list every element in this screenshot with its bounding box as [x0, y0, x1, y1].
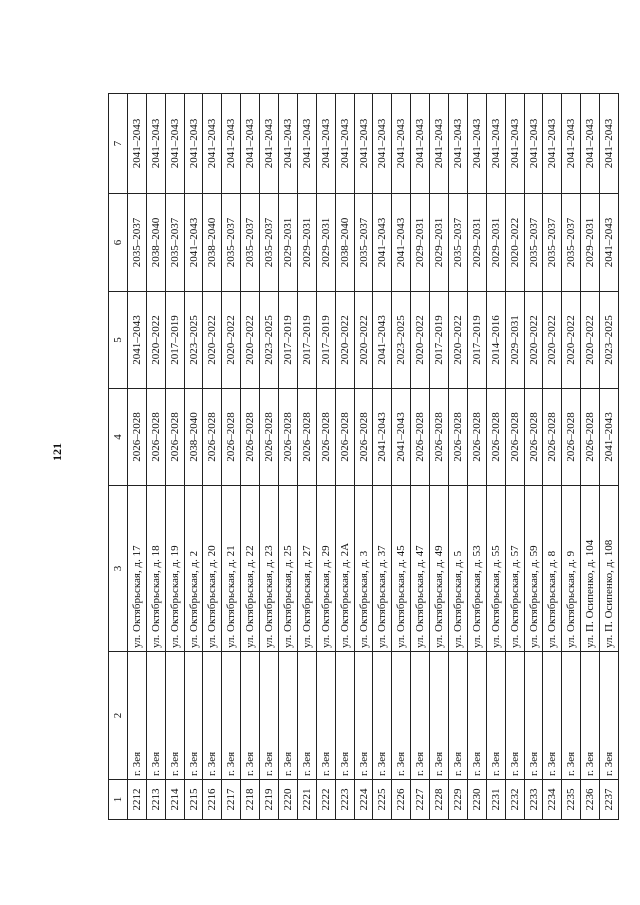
table-cell: 2026–2028 — [430, 389, 449, 486]
table-cell: 2041–2043 — [430, 94, 449, 194]
table-row — [279, 94, 298, 820]
table-cell: 2029–2031 — [297, 194, 316, 292]
table-cell: 2041–2043 — [600, 194, 619, 292]
column-header: 7 — [109, 94, 128, 194]
table-cell: 2026–2028 — [335, 389, 354, 486]
table-cell: 2020–2022 — [543, 292, 562, 389]
table-cell: 2212 — [127, 780, 146, 820]
table-cell: ул. Октябрьская, д. 21 — [222, 486, 241, 652]
table-cell: ул. Октябрьская, д. 25 — [279, 486, 298, 652]
table-cell: 2035–2037 — [562, 194, 581, 292]
table-cell: 2041–2043 — [392, 94, 411, 194]
table-cell: 2041–2043 — [524, 94, 543, 194]
table-cell: ул. Октябрьская, д. 17 — [127, 486, 146, 652]
table-cell: г. Зея — [203, 652, 222, 780]
table-cell: 2213 — [146, 780, 165, 820]
table-cell: 2224 — [354, 780, 373, 820]
table-cell: 2041–2043 — [600, 389, 619, 486]
column-header: 2 — [109, 652, 128, 780]
table-cell: ул. Октябрьская, д. 18 — [146, 486, 165, 652]
table-cell: ул. Октябрьская, д. 3 — [354, 486, 373, 652]
table-row — [297, 94, 316, 820]
table-cell: 2029–2031 — [411, 194, 430, 292]
table-cell: 2041–2043 — [373, 292, 392, 389]
table-cell: ул. Октябрьская, д. 2 — [184, 486, 203, 652]
table-container — [108, 94, 616, 820]
table-cell: 2041–2043 — [373, 94, 392, 194]
table-row — [505, 94, 524, 820]
table-cell: г. Зея — [467, 652, 486, 780]
table-cell: г. Зея — [562, 652, 581, 780]
table-cell: 2026–2028 — [222, 389, 241, 486]
table-cell: 2023–2025 — [600, 292, 619, 389]
table-cell: 2029–2031 — [430, 194, 449, 292]
table-cell: 2041–2043 — [411, 94, 430, 194]
table-cell: 2020–2022 — [203, 292, 222, 389]
table-cell: 2237 — [600, 780, 619, 820]
table-cell: 2041–2043 — [449, 94, 468, 194]
table-cell: 2035–2037 — [260, 194, 279, 292]
table-cell: 2026–2028 — [354, 389, 373, 486]
table-cell: 2017–2019 — [279, 292, 298, 389]
table-row — [600, 94, 619, 820]
table-cell: 2222 — [316, 780, 335, 820]
table-cell: г. Зея — [146, 652, 165, 780]
table-cell: ул. Октябрьская, д. 55 — [486, 486, 505, 652]
table-cell: 2226 — [392, 780, 411, 820]
table-cell: ул. Октябрьская, д. 20 — [203, 486, 222, 652]
table-cell: 2041–2043 — [279, 94, 298, 194]
page-number: 121 — [50, 443, 64, 461]
table-row — [127, 94, 146, 820]
table-cell: 2035–2037 — [524, 194, 543, 292]
table-cell: 2225 — [373, 780, 392, 820]
table-cell: 2219 — [260, 780, 279, 820]
table-cell: 2229 — [449, 780, 468, 820]
table-row — [543, 94, 562, 820]
table-cell: 2041–2043 — [335, 94, 354, 194]
table-cell: 2026–2028 — [524, 389, 543, 486]
table-body — [127, 94, 618, 820]
table-cell: 2035–2037 — [241, 194, 260, 292]
table-cell: 2020–2022 — [562, 292, 581, 389]
table-row — [222, 94, 241, 820]
table-cell: 2026–2028 — [562, 389, 581, 486]
table-cell: 2041–2043 — [297, 94, 316, 194]
table-cell: 2041–2043 — [184, 194, 203, 292]
table-row — [184, 94, 203, 820]
table-cell: 2029–2031 — [486, 194, 505, 292]
table-cell: г. Зея — [297, 652, 316, 780]
table-cell: г. Зея — [222, 652, 241, 780]
table-cell: ул. Октябрьская, д. 8 — [543, 486, 562, 652]
table-cell: 2231 — [486, 780, 505, 820]
table-cell: 2041–2043 — [354, 94, 373, 194]
table-cell: 2035–2037 — [127, 194, 146, 292]
table-cell: 2041–2043 — [486, 94, 505, 194]
table-cell: 2214 — [165, 780, 184, 820]
table-cell: 2041–2043 — [373, 194, 392, 292]
table-cell: 2026–2028 — [146, 389, 165, 486]
table-cell: 2038–2040 — [335, 194, 354, 292]
table-cell: 2029–2031 — [467, 194, 486, 292]
table-cell: г. Зея — [430, 652, 449, 780]
table-cell: ул. Октябрьская, д. 45 — [392, 486, 411, 652]
table-cell: 2017–2019 — [165, 292, 184, 389]
table-cell: г. Зея — [127, 652, 146, 780]
column-header: 3 — [109, 486, 128, 652]
table-cell: 2035–2037 — [165, 194, 184, 292]
table-cell: 2026–2028 — [486, 389, 505, 486]
table-cell: 2038–2040 — [146, 194, 165, 292]
table-cell: 2035–2037 — [449, 194, 468, 292]
table-row — [581, 94, 600, 820]
table-cell: 2041–2043 — [127, 292, 146, 389]
table-cell: 2041–2043 — [127, 94, 146, 194]
table-cell: 2041–2043 — [146, 94, 165, 194]
table-cell: 2029–2031 — [316, 194, 335, 292]
table-cell: 2023–2025 — [392, 292, 411, 389]
column-header: 5 — [109, 292, 128, 389]
table-cell: 2035–2037 — [354, 194, 373, 292]
table-cell: г. Зея — [411, 652, 430, 780]
column-header: 4 — [109, 389, 128, 486]
table-cell: 2038–2040 — [203, 194, 222, 292]
table-cell: 2038–2040 — [184, 389, 203, 486]
table-cell: 2026–2028 — [127, 389, 146, 486]
table-cell: 2041–2043 — [373, 389, 392, 486]
table-cell: г. Зея — [524, 652, 543, 780]
table-cell: 2029–2031 — [505, 292, 524, 389]
table-cell: г. Зея — [373, 652, 392, 780]
table-cell: 2041–2043 — [241, 94, 260, 194]
table-cell: ул. Октябрьская, д. 37 — [373, 486, 392, 652]
table-row — [449, 94, 468, 820]
table-row — [260, 94, 279, 820]
table-cell: 2026–2028 — [467, 389, 486, 486]
table-cell: 2026–2028 — [449, 389, 468, 486]
table-cell: г. Зея — [260, 652, 279, 780]
table-cell: ул. Октябрьская, д. 27 — [297, 486, 316, 652]
table-cell: 2026–2028 — [297, 389, 316, 486]
table-cell: ул. Октябрьская, д. 53 — [467, 486, 486, 652]
table-row — [524, 94, 543, 820]
table-cell: 2020–2022 — [449, 292, 468, 389]
table-cell: ул. Октябрьская, д. 29 — [316, 486, 335, 652]
table-cell: г. Зея — [486, 652, 505, 780]
table-cell: 2026–2028 — [411, 389, 430, 486]
table-cell: ул. Октябрьская, д. 23 — [260, 486, 279, 652]
table-cell: 2236 — [581, 780, 600, 820]
table-cell: 2017–2019 — [297, 292, 316, 389]
table-cell: 2041–2043 — [316, 94, 335, 194]
table-cell: 2020–2022 — [524, 292, 543, 389]
table-cell: 2026–2028 — [241, 389, 260, 486]
table-cell: ул. Октябрьская, д. 19 — [165, 486, 184, 652]
table-cell: 2026–2028 — [260, 389, 279, 486]
table-cell: г. Зея — [505, 652, 524, 780]
table-cell: г. Зея — [279, 652, 298, 780]
table-cell: г. Зея — [600, 652, 619, 780]
table-cell: 2020–2022 — [411, 292, 430, 389]
table-cell: г. Зея — [543, 652, 562, 780]
table-cell: 2233 — [524, 780, 543, 820]
table-cell: 2041–2043 — [392, 389, 411, 486]
table-cell: 2041–2043 — [203, 94, 222, 194]
table-cell: 2020–2022 — [505, 194, 524, 292]
table-cell: 2014–2016 — [486, 292, 505, 389]
table-row — [467, 94, 486, 820]
table-cell: г. Зея — [354, 652, 373, 780]
table-cell: 2041–2043 — [467, 94, 486, 194]
table-row — [373, 94, 392, 820]
table-cell: г. Зея — [392, 652, 411, 780]
table-cell: 2220 — [279, 780, 298, 820]
table-cell: 2029–2031 — [581, 194, 600, 292]
table-cell: ул. Октябрьская, д. 59 — [524, 486, 543, 652]
table-cell: 2041–2043 — [392, 194, 411, 292]
table-cell: 2035–2037 — [543, 194, 562, 292]
table-cell: 2223 — [335, 780, 354, 820]
table-cell: 2020–2022 — [335, 292, 354, 389]
table-cell: г. Зея — [335, 652, 354, 780]
table-cell: ул. Октябрьская, д. 47 — [411, 486, 430, 652]
table-cell: ул. Октябрьская, д. 9 — [562, 486, 581, 652]
table-row — [165, 94, 184, 820]
table-cell: 2232 — [505, 780, 524, 820]
table-cell: 2041–2043 — [184, 94, 203, 194]
table-cell: 2041–2043 — [165, 94, 184, 194]
table-cell: г. Зея — [581, 652, 600, 780]
table-row — [241, 94, 260, 820]
table-cell: 2020–2022 — [354, 292, 373, 389]
table-cell: ул. Октябрьская, д. 5 — [449, 486, 468, 652]
table-cell: 2029–2031 — [279, 194, 298, 292]
column-header: 6 — [109, 194, 128, 292]
table-cell: 2227 — [411, 780, 430, 820]
table-cell: 2228 — [430, 780, 449, 820]
table-cell: 2020–2022 — [581, 292, 600, 389]
table-row — [146, 94, 165, 820]
table-cell: 2041–2043 — [562, 94, 581, 194]
table-cell: г. Зея — [184, 652, 203, 780]
table-cell: 2023–2025 — [184, 292, 203, 389]
table-cell: ул. Октябрьская, д. 2А — [335, 486, 354, 652]
table-cell: 2026–2028 — [203, 389, 222, 486]
table-cell: 2041–2043 — [505, 94, 524, 194]
table-cell: 2023–2025 — [260, 292, 279, 389]
table-cell: ул. П. Осипенко, д. 104 — [581, 486, 600, 652]
table-cell: 2221 — [297, 780, 316, 820]
table-row — [430, 94, 449, 820]
table-cell: 2020–2022 — [146, 292, 165, 389]
table-cell: 2041–2043 — [222, 94, 241, 194]
table-cell: 2041–2043 — [543, 94, 562, 194]
table-cell: г. Зея — [316, 652, 335, 780]
table-row — [203, 94, 222, 820]
table-cell: 2020–2022 — [222, 292, 241, 389]
table-cell: 2026–2028 — [505, 389, 524, 486]
table-row — [354, 94, 373, 820]
column-header: 1 — [109, 780, 128, 820]
table-cell: 2026–2028 — [543, 389, 562, 486]
table-cell: ул. Октябрьская, д. 57 — [505, 486, 524, 652]
table-cell: 2026–2028 — [279, 389, 298, 486]
table-cell: 2216 — [203, 780, 222, 820]
table-row — [335, 94, 354, 820]
table-cell: 2041–2043 — [260, 94, 279, 194]
table-row — [392, 94, 411, 820]
table-cell: 2017–2019 — [467, 292, 486, 389]
table-row — [411, 94, 430, 820]
table-cell: г. Зея — [165, 652, 184, 780]
table-cell: 2020–2022 — [241, 292, 260, 389]
table-cell: г. Зея — [241, 652, 260, 780]
table-cell: 2035–2037 — [222, 194, 241, 292]
rotated-table-frame — [108, 94, 616, 820]
table-cell: 2230 — [467, 780, 486, 820]
table-cell: 2017–2019 — [316, 292, 335, 389]
table-cell: 2026–2028 — [581, 389, 600, 486]
table-cell: 2041–2043 — [581, 94, 600, 194]
table-cell: 2218 — [241, 780, 260, 820]
table-cell: 2041–2043 — [600, 94, 619, 194]
table-cell: 2234 — [543, 780, 562, 820]
header-row — [109, 94, 128, 820]
table-row — [316, 94, 335, 820]
table-cell: 2026–2028 — [316, 389, 335, 486]
table-row — [486, 94, 505, 820]
table-cell: 2017–2019 — [430, 292, 449, 389]
table-cell: ул. Октябрьская, д. 22 — [241, 486, 260, 652]
table-row — [562, 94, 581, 820]
table-cell: ул. П. Осипенко, д. 108 — [600, 486, 619, 652]
table-cell: 2217 — [222, 780, 241, 820]
table-cell: 2215 — [184, 780, 203, 820]
table-cell: 2235 — [562, 780, 581, 820]
table-cell: г. Зея — [449, 652, 468, 780]
schedule-table — [108, 93, 619, 820]
table-cell: ул. Октябрьская, д. 49 — [430, 486, 449, 652]
table-cell: 2026–2028 — [165, 389, 184, 486]
